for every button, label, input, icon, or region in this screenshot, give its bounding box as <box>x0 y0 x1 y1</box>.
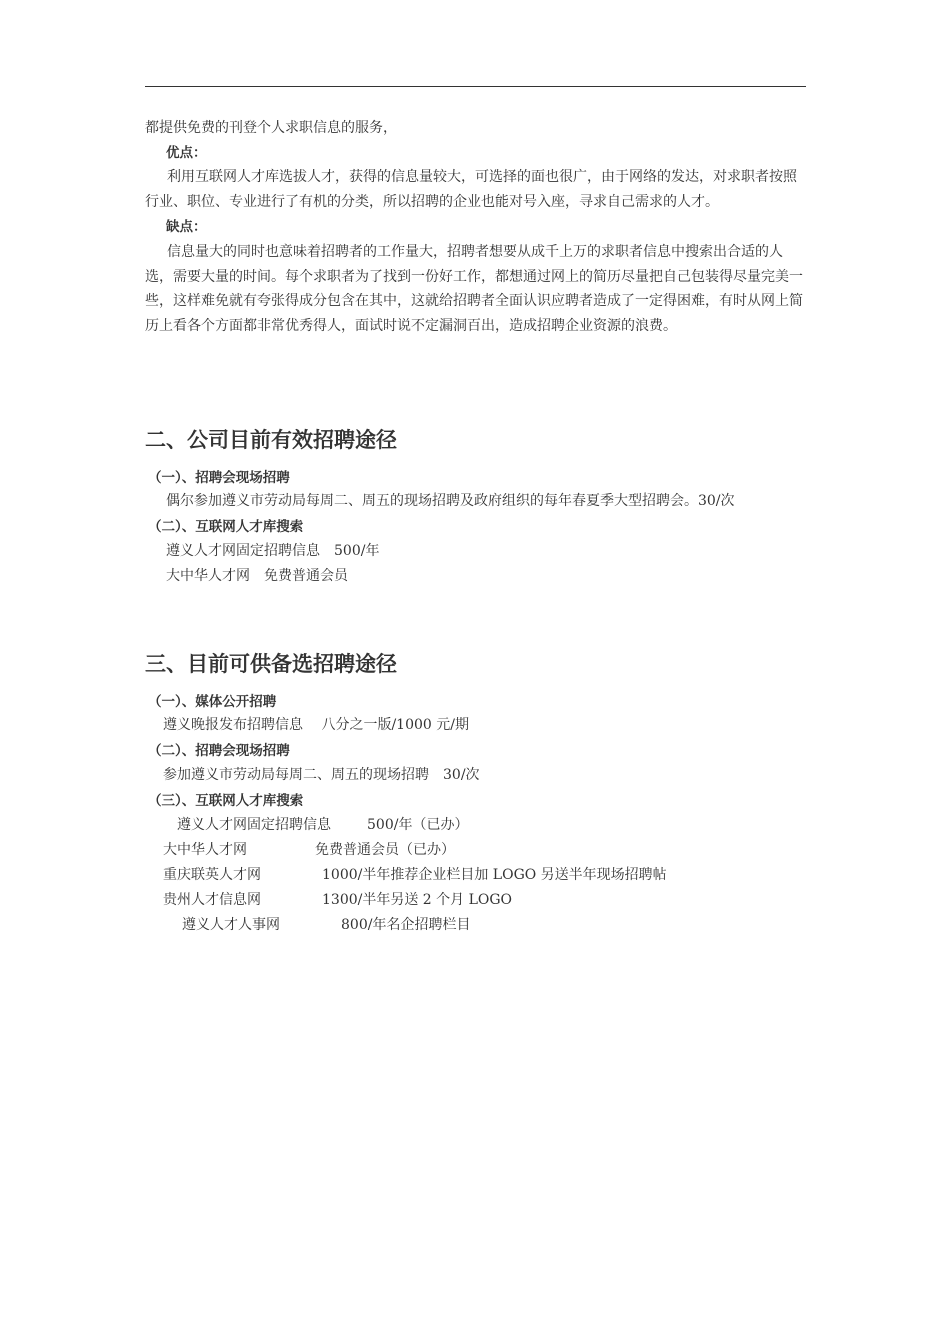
site-detail: 1300/半年另送 2 个月 LOGO <box>322 892 513 908</box>
section2-sub2-heading: （二）、互联网人才库搜索 <box>148 519 304 535</box>
site-name: 大中华人才网 <box>163 842 247 858</box>
section3-heading: 三、目前可供备选招聘途径 <box>145 652 397 676</box>
site-detail: 800/年名企招聘栏目 <box>341 917 471 933</box>
cons-paragraph: 信息量大的同时也意味着招聘者的工作量大，招聘者想要从成千上万的求职者信息中搜索出合适的人选，需要大量的时间。每个求职者为了找到一份好工作，都想通过网上的简历尽量把自己包装得尽量完美一些，这样难免就有夸张得成分包含在其中，这就给招聘者全面认识应聘者造成了一定得困难，有时从网上简历上看各个方面都非常优秀得人，面试时说不定漏洞百出，造成招聘企业资源的浪费。 <box>145 244 803 334</box>
intro-line: 都提供免费的刊登个人求职信息的服务， <box>145 120 397 136</box>
pros-paragraph: 利用互联网人才库选拔人才，获得的信息量较大，可选择的面也很广，由于网络的发达，对求职者按照行业、职位、专业进行了有机的分类，所以招聘的企业也能对号入座，寻求自己需求的人才。 <box>145 169 797 210</box>
section3-sub2-heading: （二）、招聘会现场招聘 <box>148 743 290 759</box>
section2-sub2-line: 大中华人才网 免费普通会员 <box>166 568 348 584</box>
site-detail: 500/年（已办） <box>367 817 469 833</box>
section2-sub1-heading: （一）、招聘会现场招聘 <box>148 470 290 486</box>
section2-heading: 二、公司目前有效招聘途径 <box>145 428 397 452</box>
pros-label: 优点： <box>166 145 207 161</box>
cons-label: 缺点： <box>166 219 207 235</box>
header-rule <box>145 86 806 87</box>
section2-sub1-text: 偶尔参加遵义市劳动局每周二、周五的现场招聘及政府组织的每年春夏季大型招聘会。30/次 <box>166 493 735 509</box>
site-detail: 免费普通会员（已办） <box>315 842 455 858</box>
site-name: 重庆联英人才网 <box>163 867 261 883</box>
section3-sub3-heading: （三）、互联网人才库搜索 <box>148 793 304 809</box>
site-name: 遵义人才人事网 <box>182 917 280 933</box>
site-detail: 1000/半年推荐企业栏目加 LOGO 另送半年现场招聘帖 <box>322 867 667 883</box>
section2-sub2-line: 遵义人才网固定招聘信息 500/年 <box>166 543 380 559</box>
site-name: 贵州人才信息网 <box>163 892 261 908</box>
section3-sub2-text: 参加遵义市劳动局每周二、周五的现场招聘 30/次 <box>163 767 480 783</box>
site-name: 遵义人才网固定招聘信息 <box>177 817 331 833</box>
section3-sub1-text: 遵义晚报发布招聘信息 八分之一版/1000 元/期 <box>163 717 469 733</box>
section3-sub1-heading: （一）、媒体公开招聘 <box>148 694 277 710</box>
